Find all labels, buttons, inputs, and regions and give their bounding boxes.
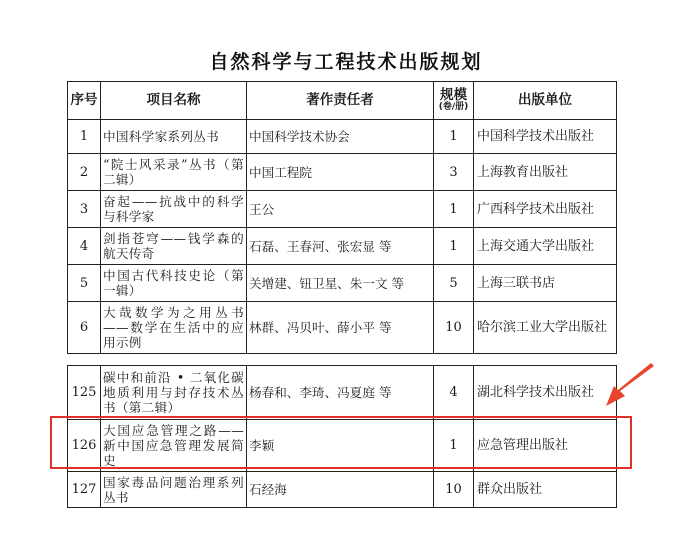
table-row	[68, 472, 617, 508]
row-volumes: 10	[434, 472, 474, 508]
row-name: 大国应急管理之路——新中国应急管理发展简史	[101, 420, 247, 472]
row-publisher: 广西科学技术出版社	[474, 191, 617, 228]
row-volumes: 4	[434, 366, 474, 420]
row-seq: 6	[68, 302, 101, 354]
row-author: 李颖	[247, 420, 434, 472]
row-seq: 2	[68, 154, 101, 191]
row-seq: 1	[68, 120, 101, 154]
row-publisher: 中国科学技术出版社	[474, 120, 617, 154]
row-publisher: 湖北科学技术出版社	[474, 366, 617, 420]
row-publisher: 上海三联书店	[474, 265, 617, 302]
row-volumes: 5	[434, 265, 474, 302]
row-name: “院士风采录”丛书（第二辑）	[101, 154, 247, 191]
row-seq: 127	[68, 472, 101, 508]
row-name: 剑指苍穹——钱学森的航天传奇	[101, 228, 247, 265]
table-row	[68, 120, 617, 154]
row-seq: 5	[68, 265, 101, 302]
row-author: 关增建、钮卫星、朱一文 等	[247, 265, 434, 302]
row-name: 中国科学家系列丛书	[101, 120, 247, 154]
row-volumes: 1	[434, 120, 474, 154]
row-author: 林群、冯贝叶、薛小平 等	[247, 302, 434, 354]
row-name: 国家毒品问题治理系列丛书	[101, 472, 247, 508]
header-scale-unit: (卷/册)	[438, 102, 469, 112]
row-seq: 4	[68, 228, 101, 265]
row-seq: 3	[68, 191, 101, 228]
header-scale	[434, 82, 474, 120]
plan-table-top	[67, 81, 617, 354]
row-name: 中国古代科技史论（第一辑）	[101, 265, 247, 302]
row-author: 中国科学技术协会	[247, 120, 434, 154]
row-author: 中国工程院	[247, 154, 434, 191]
row-volumes: 3	[434, 154, 474, 191]
header-publisher: 出版单位	[474, 82, 617, 120]
highlight-box	[50, 416, 632, 469]
document-title: 自然科学与工程技术出版规划	[209, 51, 483, 73]
header-name: 项目名称	[101, 82, 247, 120]
row-author: 石经海	[247, 472, 434, 508]
row-publisher: 应急管理出版社	[474, 420, 617, 472]
row-publisher: 群众出版社	[474, 472, 617, 508]
row-publisher: 哈尔滨工业大学出版社	[474, 302, 617, 354]
row-publisher: 上海交通大学出版社	[474, 228, 617, 265]
row-seq: 125	[68, 366, 101, 420]
row-author: 王公	[247, 191, 434, 228]
header-scale-label: 规模	[440, 87, 467, 103]
table-row	[68, 366, 617, 420]
row-author: 石磊、王春河、张宏显 等	[247, 228, 434, 265]
row-volumes: 1	[434, 228, 474, 265]
row-volumes: 1	[434, 420, 474, 472]
row-name: 大哉数学为之用丛书——数学在生活中的应用示例	[101, 302, 247, 354]
row-name: 碳中和前沿 • 二氧化碳地质利用与封存技术丛书（第二辑）	[101, 366, 247, 420]
header-seq: 序号	[68, 82, 101, 120]
row-seq: 126	[68, 420, 101, 472]
table-row	[68, 154, 617, 191]
table-header-row	[68, 82, 617, 120]
row-volumes: 1	[434, 191, 474, 228]
table-row	[68, 191, 617, 228]
row-name: 奋起——抗战中的科学与科学家	[101, 191, 247, 228]
row-author: 杨春和、李琦、冯夏庭 等	[247, 366, 434, 420]
header-author: 著作责任者	[247, 82, 434, 120]
table-row	[68, 228, 617, 265]
table-row	[68, 302, 617, 354]
table-row	[68, 265, 617, 302]
row-publisher: 上海教育出版社	[474, 154, 617, 191]
row-volumes: 10	[434, 302, 474, 354]
arrow-icon	[598, 362, 658, 412]
